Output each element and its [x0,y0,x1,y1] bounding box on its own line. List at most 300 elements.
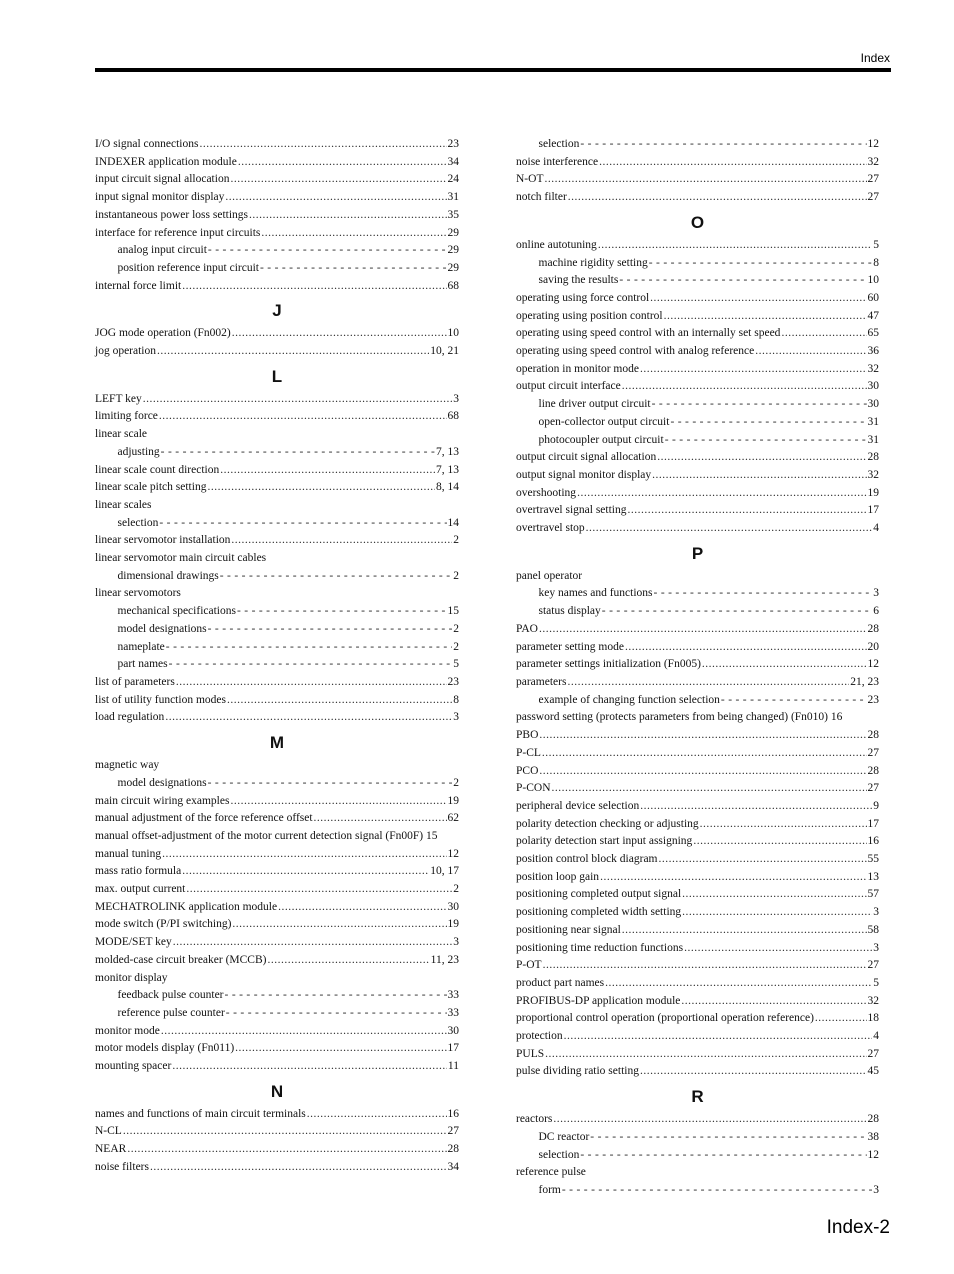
index-entry [95,1141,459,1159]
index-entry [516,361,879,379]
entry-leader [123,1123,447,1141]
entry-label: positioning time reduction functions [516,941,684,954]
entry-leader [161,1023,447,1041]
entry-label: N-OT [516,173,544,186]
index-entry [516,171,879,189]
entry-page-ref: 3 [873,587,879,600]
entry-leader [261,225,446,243]
entry-leader [622,378,867,396]
index-entry [516,520,879,538]
entry-leader [605,975,872,993]
index-subentry [516,396,879,414]
entry-page-ref: 3 [453,936,459,949]
entry-label: monitor mode [95,1024,160,1037]
entry-label: manual adjustment of the force reference offset [95,812,313,825]
index-entry [95,1023,459,1041]
entry-page-ref: 31 [867,433,879,446]
index-entry [95,391,459,409]
index-entry [516,1046,879,1064]
entry-leader [622,922,867,940]
index-letter-heading: L [271,366,283,386]
entry-page-ref: 5 [873,238,879,251]
entry-page-ref: 8 [453,693,459,706]
index-entry [516,922,879,940]
entry-label: model designations [117,622,207,635]
entry-leader [564,1028,873,1046]
entry-page-ref: 34 [447,155,459,168]
entry-page-ref: 10, 21 [430,345,459,358]
entry-label: product part names [516,976,605,989]
entry-leader [562,1182,872,1200]
entry-label: proportional control operation (proportional operation reference) [516,1012,814,1025]
index-entry [95,479,459,497]
entry-page-ref: 20 [867,640,879,653]
index-entry [95,692,459,710]
entry-page-ref: 30 [447,900,459,913]
index-subentry [516,414,879,432]
index-entry [95,278,459,296]
entry-label: parameter setting mode [516,640,624,653]
entry-page-ref: 19 [447,794,459,807]
entry-page-ref: 4 [873,522,879,535]
entry-leader [208,775,453,793]
index-entry [95,343,459,361]
entry-page-ref: 7, 13 [436,445,459,458]
entry-leader [235,1040,446,1058]
index-entry [95,408,459,426]
entry-label: internal force limit [95,279,182,292]
entry-page-ref: 68 [447,410,459,423]
index-entry [516,1010,879,1028]
entry-label: mechanical specifications [117,605,236,618]
entry-page-ref: 23 [447,138,459,150]
entry-label: load regulation [95,711,165,724]
entry-label: input signal monitor display [95,191,225,204]
entry-leader [232,325,447,343]
entry-page-ref: 10, 17 [430,865,459,878]
entry-page-ref: 31 [867,415,879,428]
entry-page-ref: 3 [873,941,879,954]
entry-label: selection [117,516,159,529]
entry-page-ref: 6 [873,605,879,618]
entry-page-ref: 10 [447,327,459,340]
entry-page-ref: 24 [447,173,459,186]
entry-page-ref: 13 [867,870,879,883]
index-letter-heading: M [269,733,285,753]
entry-leader [186,881,452,899]
index-entry [516,869,879,887]
entry-leader [553,1111,866,1129]
entry-leader [544,171,866,189]
entry-leader [567,674,849,692]
index-subentry [95,639,459,657]
entry-leader [665,432,867,450]
entry-label: LEFT key [95,392,142,405]
index-entry [95,225,459,243]
index-subentry [516,1182,879,1200]
entry-page-ref: 27 [867,191,879,204]
index-column-right [516,136,879,1200]
index-entry [516,290,879,308]
index-entry [95,207,459,225]
index-entry [516,993,879,1011]
entry-page-ref: 12 [867,138,879,150]
entry-leader [649,255,873,273]
index-entry [95,1123,459,1141]
entry-label: motor models display (Fn011) [95,1042,235,1055]
index-subentry [95,444,459,462]
entry-label: list of parameters [95,675,175,688]
index-letter-heading: P [691,543,704,563]
index-heading-entry: linear scales [95,498,152,511]
entry-label: JOG mode operation (Fn002) [95,327,231,340]
entry-leader [670,414,866,432]
entry-leader [232,916,446,934]
entry-page-ref: 2 [453,640,459,653]
entry-page-ref: 5 [873,976,879,989]
entry-page-ref: 3 [873,906,879,919]
entry-label: limiting force [95,410,158,423]
index-entry [516,886,879,904]
entry-leader [161,444,435,462]
entry-leader [150,1159,447,1177]
entry-leader [208,242,447,260]
index-entry [516,1028,879,1046]
entry-page-ref: 45 [867,1065,879,1078]
entry-page-ref: 27 [867,173,879,186]
entry-label: adjusting [117,445,160,458]
index-entry [516,833,879,851]
entry-page-ref: 32 [867,155,879,168]
index-entry [95,881,459,899]
entry-label: N-CL [95,1125,122,1138]
entry-page-ref: 28 [867,729,879,742]
entry-page-ref: 33 [447,1006,459,1019]
index-entry [95,1159,459,1177]
index-entry [516,940,879,958]
entry-page-ref: 32 [867,994,879,1007]
index-entry [516,727,879,745]
entry-label: overtravel stop [516,522,585,535]
entry-page-ref: 30 [867,380,879,393]
entry-page-ref: 28 [867,451,879,464]
entry-label: nameplate [117,640,165,653]
entry-label: polarity detection start input assigning [516,835,693,848]
entry-label: position loop gain [516,870,600,883]
entry-page-ref: 23 [447,675,459,688]
entry-label: dimensional drawings [117,569,219,582]
entry-label: part names [117,658,168,671]
entry-page-ref: 47 [867,309,879,322]
index-entry [516,745,879,763]
index-subentry [95,621,459,639]
entry-page-ref: 2 [453,776,459,789]
entry-leader [628,502,867,520]
entry-page-ref: 7, 13 [436,463,459,476]
entry-leader [169,656,453,674]
index-entry [95,899,459,917]
index-entry [516,1063,879,1081]
entry-label: list of utility function modes [95,693,226,706]
entry-page-ref: 4 [873,1030,879,1043]
entry-label: noise interference [516,155,599,168]
entry-page-ref: 19 [447,918,459,931]
entry-page-ref: 30 [867,398,879,411]
entry-leader [159,408,447,426]
index-entry [95,154,459,172]
entry-leader [693,833,866,851]
entry-label: pulse dividing ratio setting [516,1065,639,1078]
entry-page-ref: 2 [453,569,459,582]
entry-leader [598,237,872,255]
entry-leader [173,934,452,952]
entry-leader [225,987,447,1005]
entry-label: photocoupler output circuit [538,433,664,446]
index-entry [516,502,879,520]
entry-page-ref: 11 [447,1060,459,1073]
entry-leader [664,308,867,326]
index-entry [516,189,879,207]
entry-leader [815,1010,867,1028]
entry-page-ref: 8 [873,256,879,269]
entry-label: online autotuning [516,238,597,251]
index-entry [95,810,459,828]
entry-leader [599,154,866,172]
entry-page-ref: 2 [453,622,459,635]
entry-page-ref: 38 [867,1130,879,1143]
entry-leader [542,745,867,763]
index-entry [516,154,879,172]
entry-page-ref: 3 [453,392,459,405]
index-entry [95,325,459,343]
entry-label: selection [538,138,580,150]
entry-label: mounting spacer [95,1060,172,1073]
entry-page-ref: 29 [447,261,459,274]
index-subentry [516,692,879,710]
entry-label: I/O signal connections [95,138,199,150]
entry-leader [172,1058,447,1076]
index-letter-heading: R [691,1087,704,1107]
index-entry [95,1058,459,1076]
entry-page-ref: 30 [447,1024,459,1037]
index-entry [95,709,459,727]
entry-page-ref: 19 [867,486,879,499]
entry-label: output signal monitor display [516,468,652,481]
index-entry [95,1040,459,1058]
entry-leader [602,603,872,621]
entry-leader [237,603,447,621]
entry-leader [682,904,872,922]
entry-label: manual tuning [95,847,162,860]
index-entry: manual offset-adjustment of the motor current detection signal (Fn00F) 15 [95,829,438,842]
entry-page-ref: 17 [867,817,879,830]
entry-leader [543,957,867,975]
entry-leader [640,361,867,379]
entry-label: example of changing function selection [538,693,720,706]
entry-label: molded-case circuit breaker (MCCB) [95,953,267,966]
entry-page-ref: 8, 14 [436,481,459,494]
entry-label: status display [538,605,601,618]
entry-label: instantaneous power loss settings [95,208,248,221]
entry-label: P-OT [516,959,542,972]
entry-leader [207,479,435,497]
entry-page-ref: 17 [447,1042,459,1055]
index-letter-heading: J [272,301,282,321]
entry-label: PROFIBUS-DP application module [516,994,681,1007]
entry-label: PBO [516,729,539,742]
entry-leader [539,763,866,781]
entry-leader [577,485,866,503]
index-entry [516,639,879,657]
entry-label: input circuit signal allocation [95,173,230,186]
entry-page-ref: 32 [867,468,879,481]
index-entry [95,171,459,189]
entry-label: output circuit signal allocation [516,451,657,464]
index-heading-entry: linear scale [95,428,148,441]
entry-leader [166,639,452,657]
entry-label: PULS [516,1047,545,1060]
index-heading-entry: linear servomotors [95,587,181,600]
entry-leader [590,1129,866,1147]
entry-leader [684,940,872,958]
entry-label: form [538,1183,561,1196]
index-entry [516,1111,879,1129]
entry-label: analog input circuit [117,244,207,257]
entry-label: parameter settings initialization (Fn005) [516,658,701,671]
index-entry [516,763,879,781]
index-entry [95,846,459,864]
entry-label: operating using force control [516,291,650,304]
index-entry [516,621,879,639]
entry-leader [539,727,866,745]
entry-leader [220,568,453,586]
index-entry [95,189,459,207]
entry-page-ref: 9 [873,799,879,812]
entry-label: names and functions of main circuit terminals [95,1107,306,1120]
index-subentry [95,515,459,533]
entry-leader [143,391,453,409]
index-subentry [516,136,879,154]
entry-leader [652,396,867,414]
entry-page-ref: 36 [867,345,879,358]
entry-label: MODE/SET key [95,936,172,949]
entry-leader [220,462,435,480]
entry-page-ref: 27 [867,1047,879,1060]
entry-page-ref: 27 [867,782,879,795]
index-subentry [95,1005,459,1023]
entry-leader [600,869,866,887]
entry-label: P-CON [516,782,551,795]
index-heading-entry: reference pulse [516,1166,586,1179]
entry-page-ref: 57 [867,888,879,901]
index-entry [516,467,879,485]
entry-page-ref: 34 [447,1160,459,1173]
index-subentry [516,255,879,273]
entry-label: model designations [117,776,207,789]
index-entry [516,851,879,869]
entry-leader [226,1005,447,1023]
entry-label: P-CL [516,746,541,759]
index-column-left [95,136,459,1177]
entry-leader [681,993,866,1011]
index-subentry [95,242,459,260]
index-subentry [95,568,459,586]
index-entry [516,485,879,503]
entry-page-ref: 23 [867,693,879,706]
entry-label: PCO [516,764,539,777]
index-entry [95,934,459,952]
entry-label: parameters [516,675,567,688]
entry-page-ref: 11, 23 [430,953,459,966]
entry-label: protection [516,1030,563,1043]
entry-leader [208,621,453,639]
entry-leader [568,189,867,207]
index-subentry [95,775,459,793]
index-heading-entry: linear servomotor main circuit cables [95,552,267,565]
index-entry [95,863,459,881]
entry-label: selection [538,1148,580,1161]
entry-leader [231,532,452,550]
entry-label: DC reactor [538,1130,590,1143]
entry-leader [650,290,866,308]
index-subentry [95,656,459,674]
entry-page-ref: 58 [867,923,879,936]
entry-leader [278,899,446,917]
entry-page-ref: 29 [447,244,459,257]
entry-page-ref: 3 [453,711,459,724]
entry-label: polarity detection checking or adjusting [516,817,699,830]
entry-label: linear scale count direction [95,463,220,476]
entry-leader [552,780,867,798]
entry-page-ref: 68 [447,279,459,292]
index-subentry [516,585,879,603]
entry-leader [127,1141,446,1159]
entry-label: linear scale pitch setting [95,481,207,494]
entry-page-ref: 12 [867,1148,879,1161]
entry-leader [640,1063,867,1081]
entry-leader [702,656,867,674]
entry-label: interface for reference input circuits [95,226,261,239]
index-heading-entry: panel operator [516,569,583,582]
entry-label: position reference input circuit [117,261,259,274]
index-subentry [516,1147,879,1165]
index-entry [516,904,879,922]
index-subentry [516,432,879,450]
entry-label: INDEXER application module [95,155,237,168]
entry-page-ref: 16 [447,1107,459,1120]
index-entry [516,780,879,798]
entry-label: line driver output circuit [538,398,651,411]
entry-page-ref: 12 [447,847,459,860]
entry-page-ref: 21, 23 [850,675,879,688]
entry-page-ref: 17 [867,504,879,517]
entry-leader [625,639,867,657]
entry-leader [230,793,446,811]
entry-leader [580,1147,866,1165]
running-header-title: Index [860,51,890,65]
index-entry [516,449,879,467]
entry-page-ref: 15 [447,605,459,618]
entry-page-ref: 29 [447,226,459,239]
entry-leader [227,692,452,710]
index-subentry [95,987,459,1005]
entry-leader [182,863,429,881]
entry-label: overshooting [516,486,577,499]
index-entry [95,1106,459,1124]
entry-page-ref: 60 [867,291,879,304]
entry-page-ref: 28 [867,1113,879,1126]
index-subentry [95,603,459,621]
